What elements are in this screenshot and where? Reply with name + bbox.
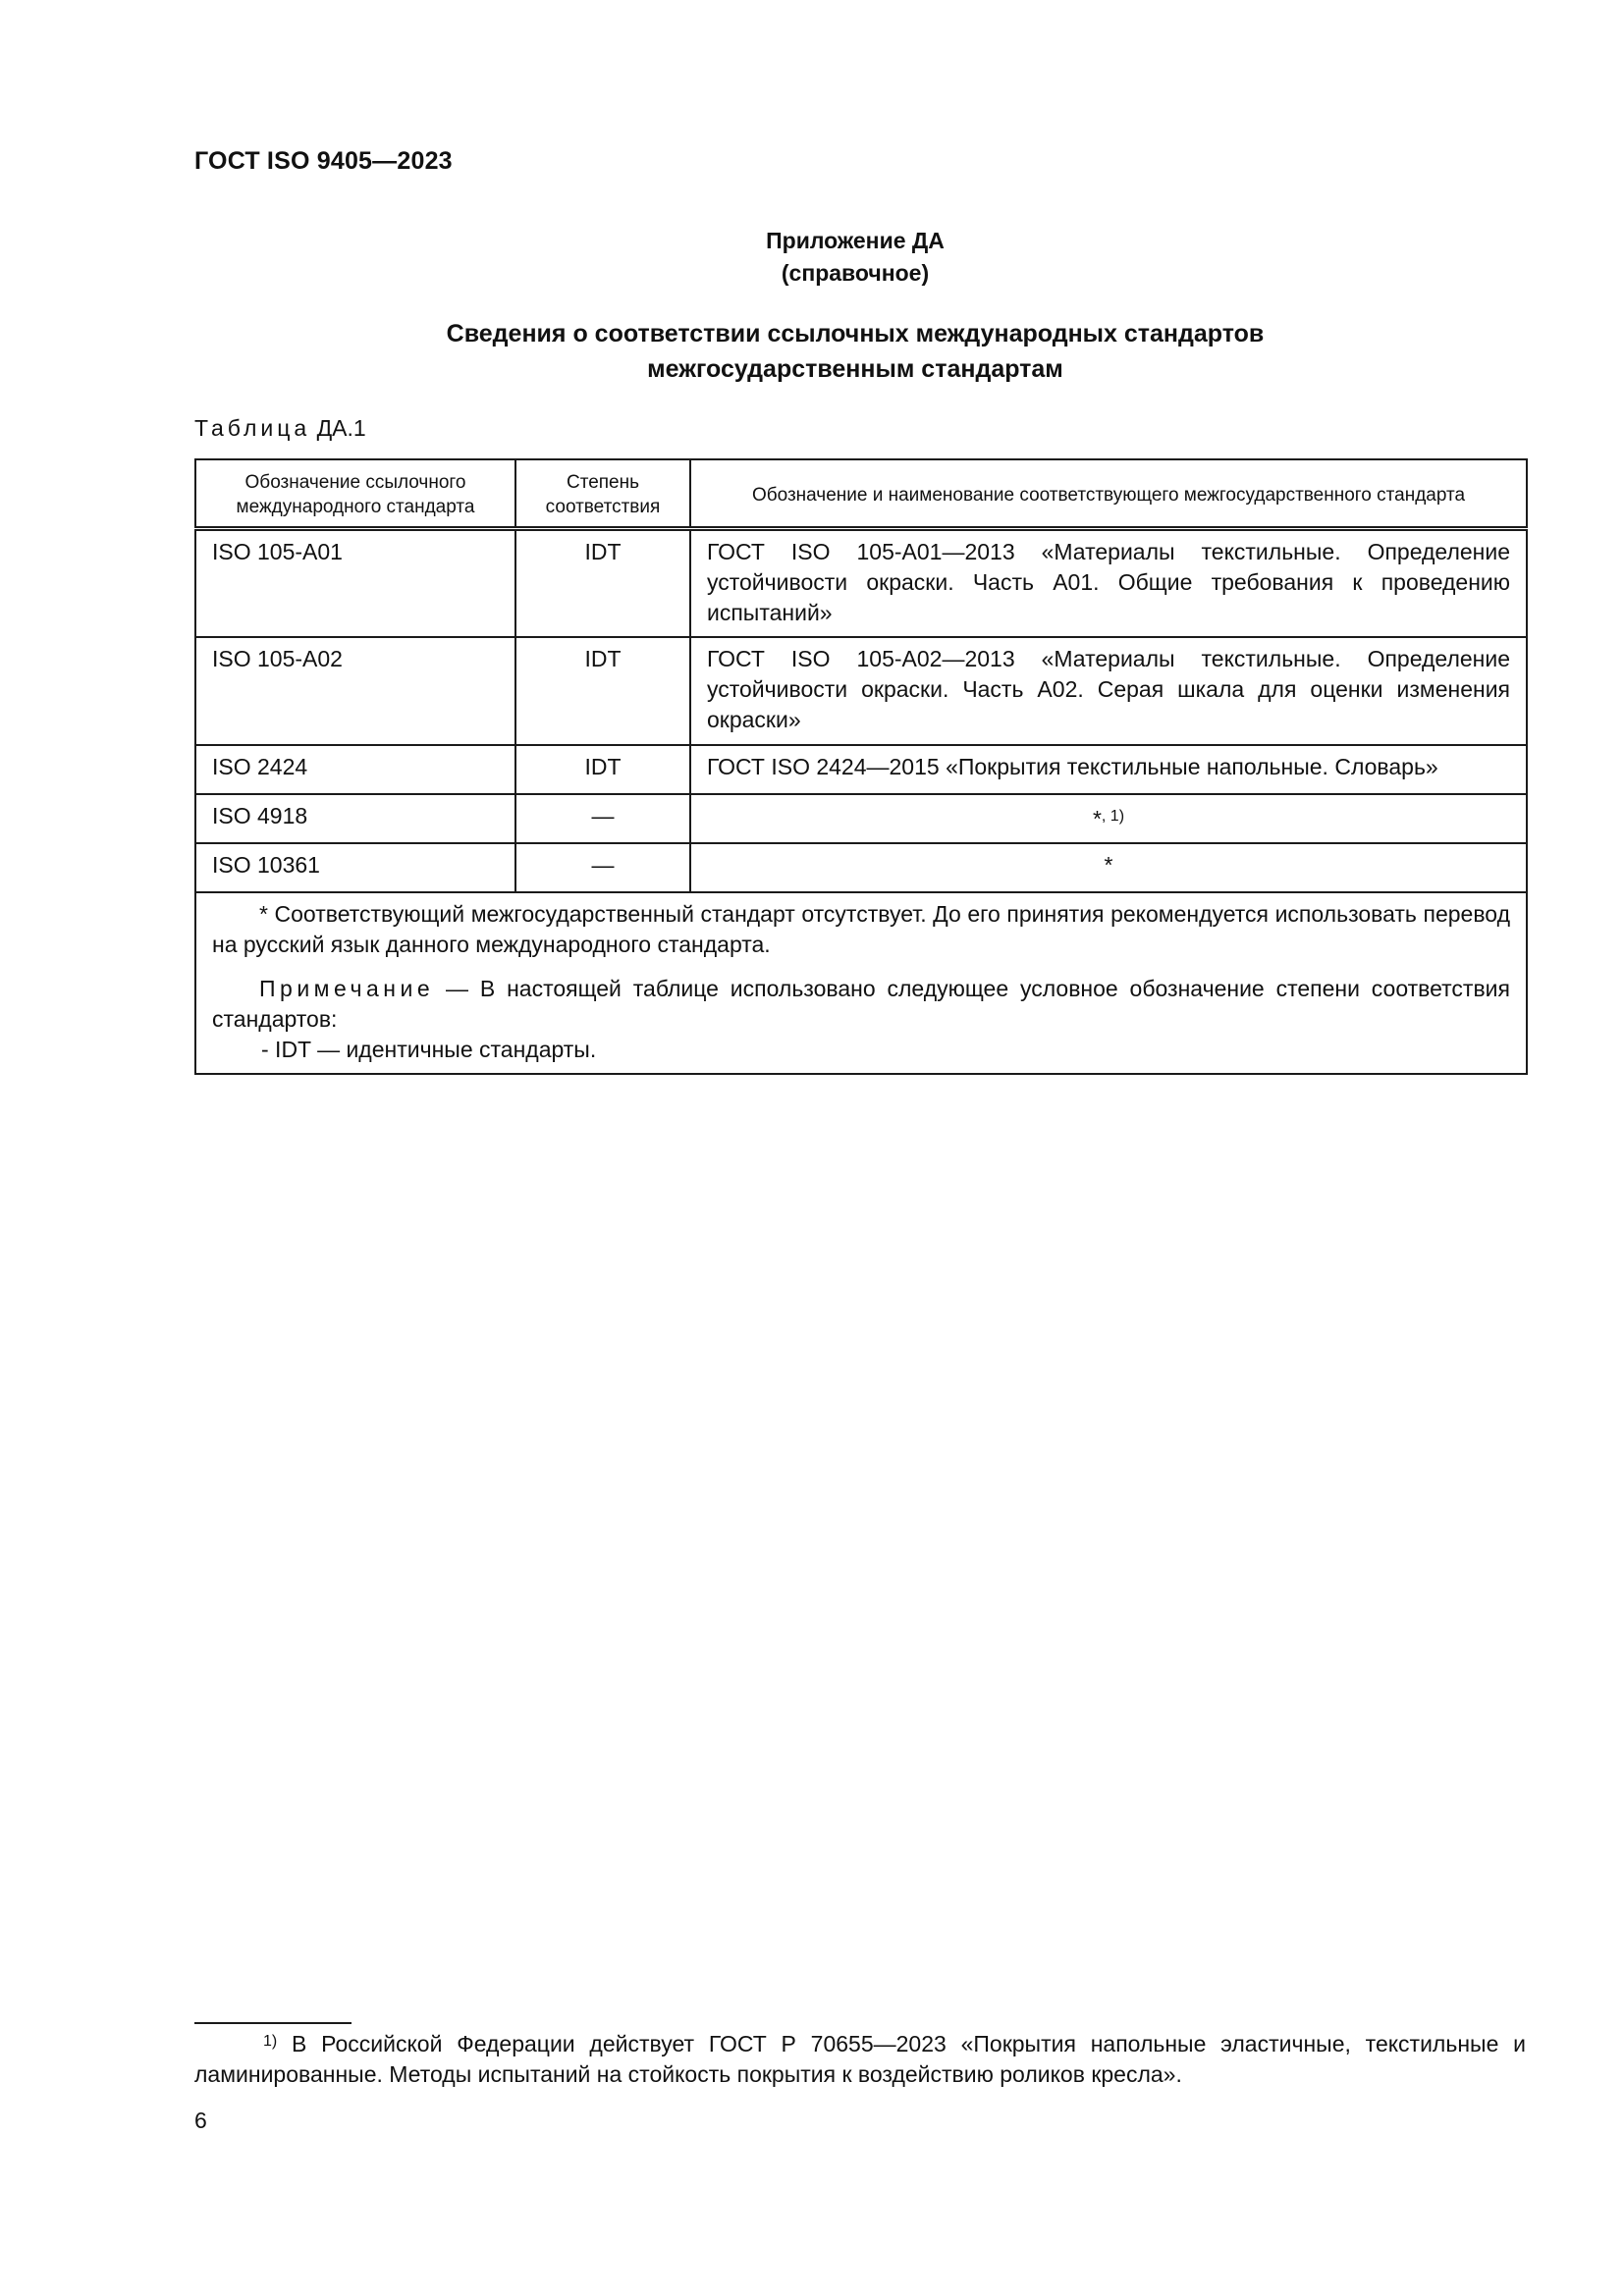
annex-title: Приложение ДА — [766, 228, 945, 253]
cell-name: * — [690, 843, 1527, 892]
header-degree-of-correspondence: Степень соответствия — [515, 459, 690, 529]
cell-standard: ISO 4918 — [195, 794, 515, 843]
note-text: — В настоящей таблице использовано следующее условное обозначение степени соответствия стандартов: — [212, 976, 1510, 1032]
section-title-line-1: Сведения о соответствии ссылочных международных стандартов — [446, 320, 1265, 347]
table-caption-label: Таблица — [194, 415, 311, 441]
cell-name: ГОСТ ISO 105-A01—2013 «Материалы текстильные. Определение устойчивости окраски. Часть А01. Общие требования к проведению испытаний» — [690, 529, 1527, 638]
correspondence-table — [194, 458, 1528, 1075]
table-row — [195, 794, 1527, 843]
table-row — [195, 745, 1527, 794]
footnote-divider — [194, 2022, 352, 2024]
header-interstate-standard: Обозначение и наименование соответствующего межгосударственного стандарта — [690, 459, 1527, 529]
cell-degree: — — [515, 794, 690, 843]
cell-degree: IDT — [515, 529, 690, 638]
cell-standard: ISO 105-A01 — [195, 529, 515, 638]
footnote-marker: 1) — [263, 2033, 278, 2050]
cell-degree: IDT — [515, 637, 690, 745]
cell-name: ГОСТ ISO 2424—2015 «Покрытия текстильные напольные. Словарь» — [690, 745, 1527, 794]
header-reference-standard: Обозначение ссылочного международного стандарта — [195, 459, 515, 529]
cell-name — [690, 794, 1527, 843]
table-note — [212, 974, 1510, 1035]
table-footer-row — [195, 892, 1527, 1074]
table-caption-number: ДА.1 — [316, 415, 366, 441]
table-footnote: * Соответствующий межгосударственный стандарт отсутствует. До его принятия рекомендуется использовать перевод на русский язык данного международного стандарта. — [212, 901, 1510, 957]
cell-standard: ISO 2424 — [195, 745, 515, 794]
cell-name: ГОСТ ISO 105-A02—2013 «Материалы текстильные. Определение устойчивости окраски. Часть А02. Серая шкала для оценки изменения окраски» — [690, 637, 1527, 745]
table-row — [195, 637, 1527, 745]
annex-heading — [0, 225, 1624, 290]
cell-standard: ISO 105-A02 — [195, 637, 515, 745]
table-caption — [194, 415, 366, 442]
cell-degree: IDT — [515, 745, 690, 794]
table-row — [195, 843, 1527, 892]
section-title-line-2: межгосударственным стандартам — [647, 355, 1063, 383]
footnote-ref: , 1) — [1101, 808, 1125, 825]
page-footnote — [194, 2026, 1526, 2090]
asterisk-mark: * — [1092, 806, 1102, 831]
page-number: 6 — [194, 2108, 207, 2133]
note-label: Примечание — [259, 976, 435, 1001]
document-header: ГОСТ ISO 9405—2023 — [194, 147, 453, 175]
cell-degree: — — [515, 843, 690, 892]
note-list-item: - IDT — идентичные стандарты. — [261, 1037, 597, 1062]
annex-subtitle: (справочное) — [781, 260, 930, 286]
footnote-marker-space — [194, 2031, 263, 2056]
cell-standard: ISO 10361 — [195, 843, 515, 892]
footnote-text: В Российской Федерации действует ГОСТ Р 70655—2023 «Покрытия напольные эластичные, текстильные и ламинированные. Методы испытаний на стойкость покрытия к воздействию роликов кресла». — [194, 2031, 1526, 2087]
table-row — [195, 529, 1527, 638]
table-footer-cell — [195, 892, 1527, 1074]
table-header-row — [195, 459, 1527, 529]
section-title — [0, 316, 1624, 387]
